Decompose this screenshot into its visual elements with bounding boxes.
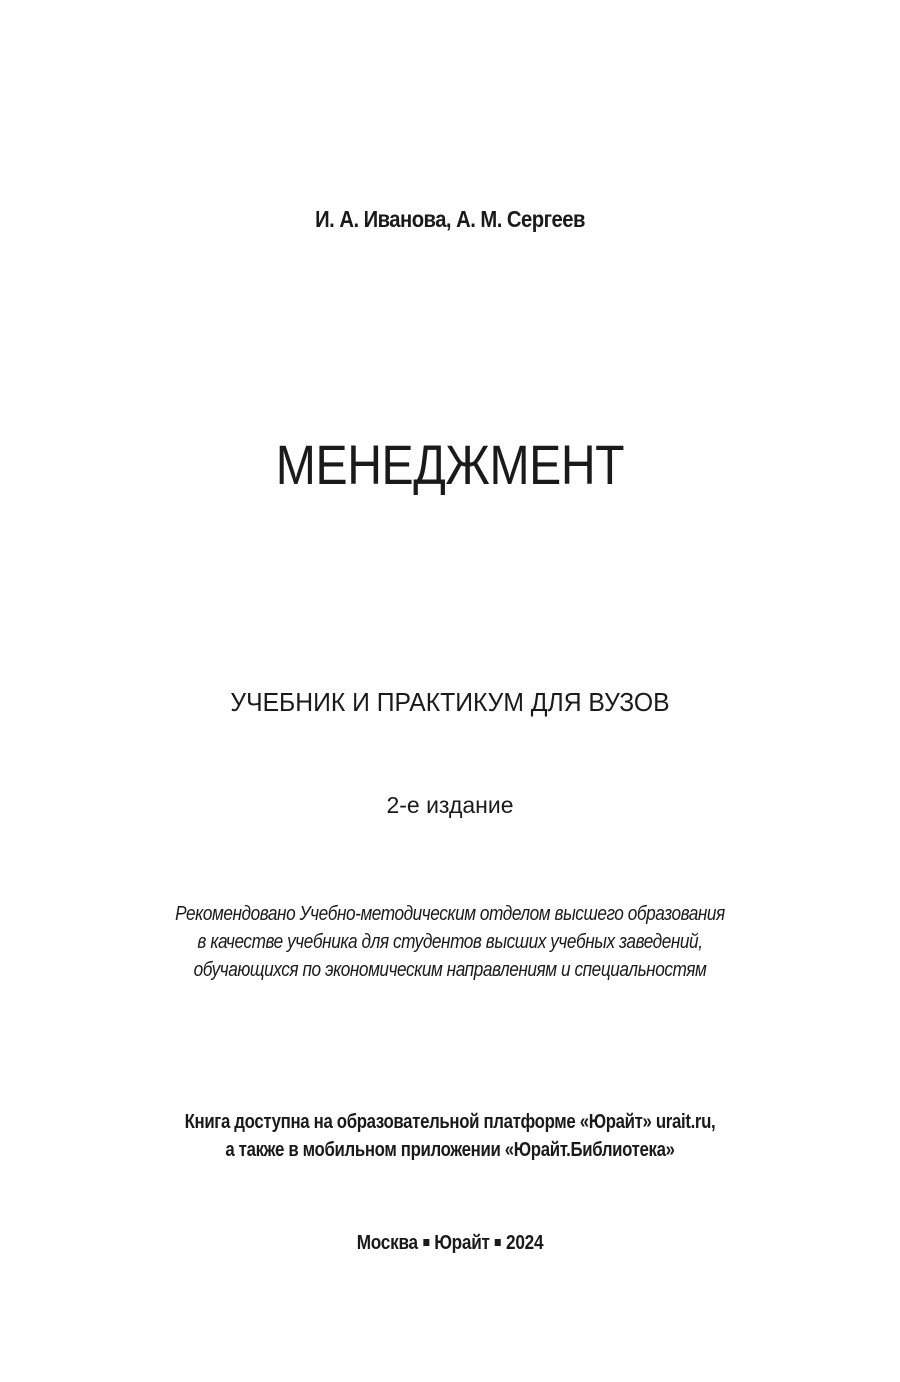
square-separator-icon xyxy=(495,1239,501,1246)
recommendation-block xyxy=(63,900,837,984)
imprint xyxy=(63,1232,837,1255)
edition: 2-е издание xyxy=(386,792,514,818)
availability-line: а также в мобильном приложении «Юрайт.Библиотека» xyxy=(225,1139,675,1161)
square-separator-icon xyxy=(423,1239,429,1246)
book-title: МЕНЕДЖМЕНТ xyxy=(275,433,625,496)
authors: И. А. Иванова, А. М. Сергеев xyxy=(315,206,585,232)
recommendation-line: в качестве учебника для студентов высших учебных заведений, xyxy=(197,931,703,953)
imprint-year: 2024 xyxy=(506,1232,544,1254)
book-subtitle: УЧЕБНИК И ПРАКТИКУМ ДЛЯ ВУЗОВ xyxy=(230,687,670,717)
imprint-publisher: Юрайт xyxy=(434,1232,490,1254)
recommendation-line: обучающихся по экономическим направлениям и специальностям xyxy=(193,959,707,981)
availability-block xyxy=(72,1108,828,1164)
recommendation-line: Рекомендовано Учебно-методическим отделом высшего образования xyxy=(175,903,725,925)
imprint-city: Москва xyxy=(356,1232,418,1254)
availability-line: Книга доступна на образовательной платформе «Юрайт» urait.ru, xyxy=(184,1111,716,1133)
